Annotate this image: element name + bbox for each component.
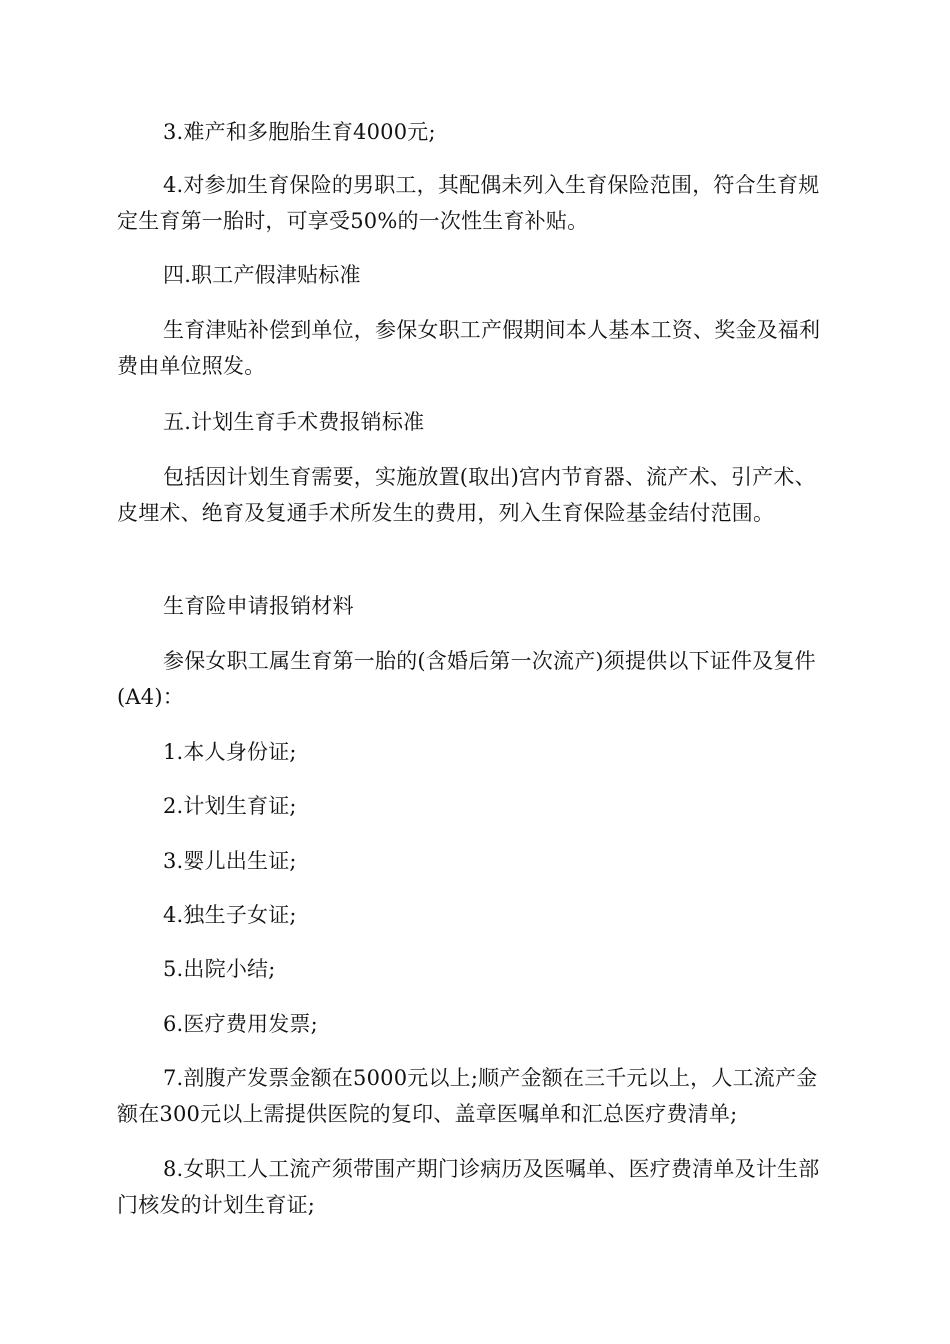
list-item-only-child-cert: 4.独生子女证; (163, 903, 297, 927)
paragraph-family-planning-surgery: 包括因计划生育需要，实施放置(取出)宫内节育器、流产术、引产术、皮埋术、绝育及复通手术所发生的费用，列入生育保险基金结付范围。 (117, 465, 816, 525)
section-heading-claim-materials: 生育险申请报销材料 (163, 594, 354, 618)
paragraph-required-documents: 参保女职工属生育第一胎的(含婚后第一次流产)须提供以下证件及复件(A4)： (117, 649, 816, 709)
list-item-medical-invoice: 6.医疗费用发票; (163, 1012, 318, 1036)
paragraph-maternity-allowance: 生育津贴补偿到单位，参保女职工产假期间本人基本工资、奖金及福利费由单位照发。 (117, 318, 821, 378)
list-item-invoice-thresholds: 7.剖腹产发票金额在5000元以上;顺产金额在三千元以上，人工流产金额在300元以上需提供医院的复印、盖章医嘱单和汇总医疗费清单; (117, 1066, 818, 1126)
list-item-birth-cert: 3.婴儿出生证; (163, 849, 297, 873)
section-heading-family-planning-surgery: 五.计划生育手术费报销标准 (163, 410, 425, 434)
list-item-id-card: 1.本人身份证; (163, 740, 297, 764)
paragraph-male-employee-subsidy: 4.对参加生育保险的男职工，其配偶未列入生育保险范围，符合生育规定生育第一胎时，可享受50%的一次性生育补贴。 (117, 173, 820, 233)
paragraph-difficult-birth: 3.难产和多胞胎生育4000元; (163, 120, 436, 144)
list-item-family-planning-cert: 2.计划生育证; (163, 794, 297, 818)
list-item-discharge-summary: 5.出院小结; (163, 957, 276, 981)
section-heading-maternity-allowance: 四.职工产假津贴标准 (163, 263, 361, 287)
list-item-abortion-records: 8.女职工人工流产须带围产期门诊病历及医嘱单、医疗费清单及计生部门核发的计划生育证; (117, 1157, 820, 1217)
